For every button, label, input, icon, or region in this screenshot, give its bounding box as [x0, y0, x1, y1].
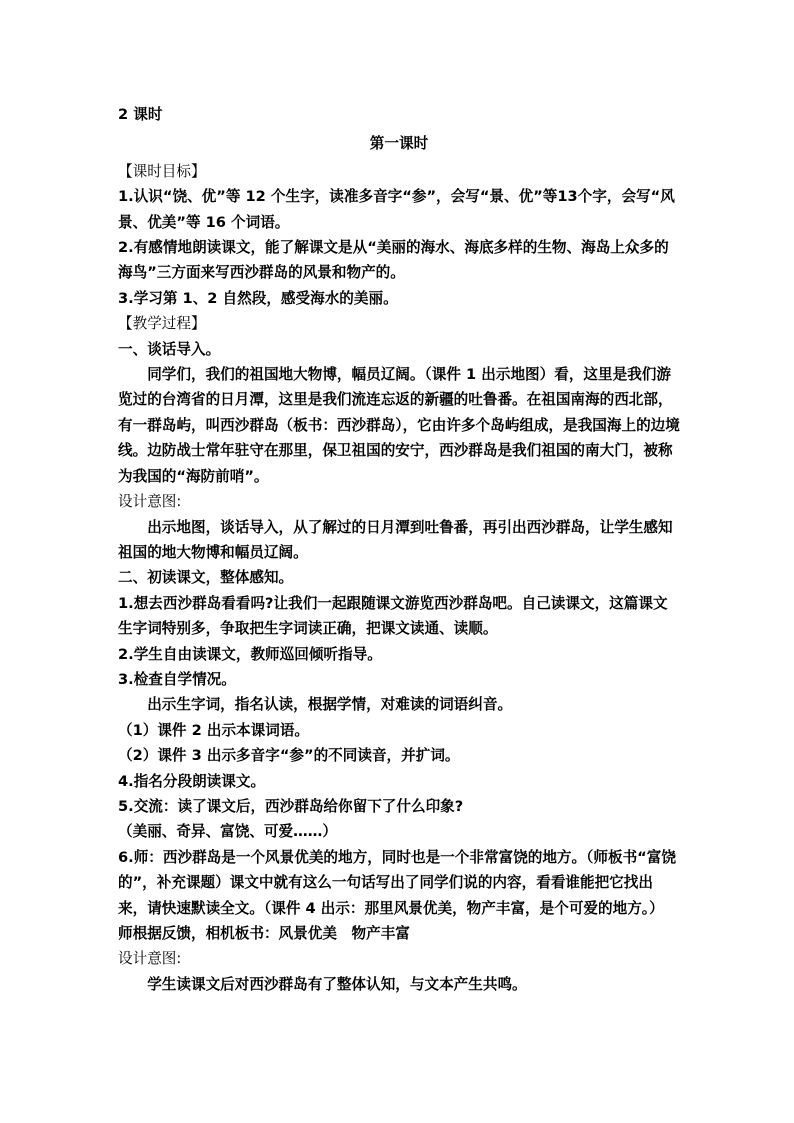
goals-header: 【课时目标】 — [118, 162, 206, 180]
process-header: 【教学过程】 — [118, 315, 206, 333]
design-intent-label: 设计意图: — [118, 493, 182, 511]
sub-step-item: （2）课件 3 出示多音字“参”的不同读音，并扩词。 — [118, 747, 460, 765]
design-intent-label: 设计意图: — [118, 950, 182, 968]
step-item: 3.检查自学情况。 — [118, 670, 236, 688]
section-heading: 二、初读课文，整体感知。 — [118, 569, 294, 587]
lesson-plan-body — [118, 102, 680, 997]
section-heading: 一、谈话导入。 — [118, 340, 221, 358]
sub-step-item: （1）课件 2 出示本课词语。 — [118, 721, 310, 739]
goal-item: 3.学习第 1、2 自然段，感受海水的美丽。 — [118, 289, 398, 307]
step-answer: （美丽、奇异、富饶、可爱……） — [118, 823, 337, 841]
step-paragraph: 出示生字词，指名认读，根据学情，对难读的词语纠音。 — [147, 696, 513, 714]
step-item: 4.指名分段朗读课文。 — [118, 772, 266, 790]
step-item: 2.学生自由读课文，教师巡回倾听指导。 — [118, 645, 382, 663]
step-item: 6.师：西沙群岛是一个风景优美的地方，同时也是一个非常富饶的地方。（师板书“富饶的”，补充课题）课文中就有这么一句话写出了同学们说的内容，看看谁能把它找出来，请快速默读全文。（课件 4 出示：那里风景优美，物产丰富，是个可爱的地方。） — [118, 848, 676, 917]
step-item: 1.想去西沙群岛看看吗?让我们一起跟随课文游览西沙群岛吧。自己读课文，这篇课文生字词特别多，争取把生字词读正确，把课文读通、读顺。 — [118, 594, 668, 638]
design-intent-text: 出示地图，谈话导入，从了解过的日月潭到吐鲁番，再引出西沙群岛，让学生感知祖国的地大物博和幅员辽阔。 — [118, 518, 673, 561]
step-item: 5.交流：读了课文后，西沙群岛给你留下了什么印象? — [118, 797, 464, 815]
lesson-title: 第一课时 — [369, 135, 429, 153]
board-note: 师根据反馈，相机板书：风景优美 物产丰富 — [118, 925, 410, 942]
lessons-count: 2 课时 — [118, 106, 163, 123]
goal-item: 2.有感情地朗读课文，能了解课文是从“美丽的海水、海底多样的生物、海岛上众多的海鸟”三方面来写西沙群岛的风景和物产的。 — [118, 239, 669, 282]
design-intent-text: 学生读课文后对西沙群岛有了整体认知，与文本产生共鸣。 — [147, 975, 527, 993]
section-paragraph: 同学们，我们的祖国地大物博，幅员辽阔。（课件 1 出示地图）看，这里是我们游览过的台湾省的日月潭，这里是我们流连忘返的新疆的吐鲁番。在祖国南海的西北部，有一群岛屿，叫西沙群岛（板书：西沙群岛），它由许多个岛屿组成，是我国海上的边境线。边防战士常年驻守在那里，保卫祖国的安宁，西沙群岛是我们祖国的南大门，被称为我国的“海防前哨”。 — [118, 366, 680, 485]
goal-item: 1.认识“饶、优”等 12 个生字，读准多音字“参”，会写“景、优”等13个字，会写“风景、优美”等 16 个词语。 — [118, 188, 675, 231]
